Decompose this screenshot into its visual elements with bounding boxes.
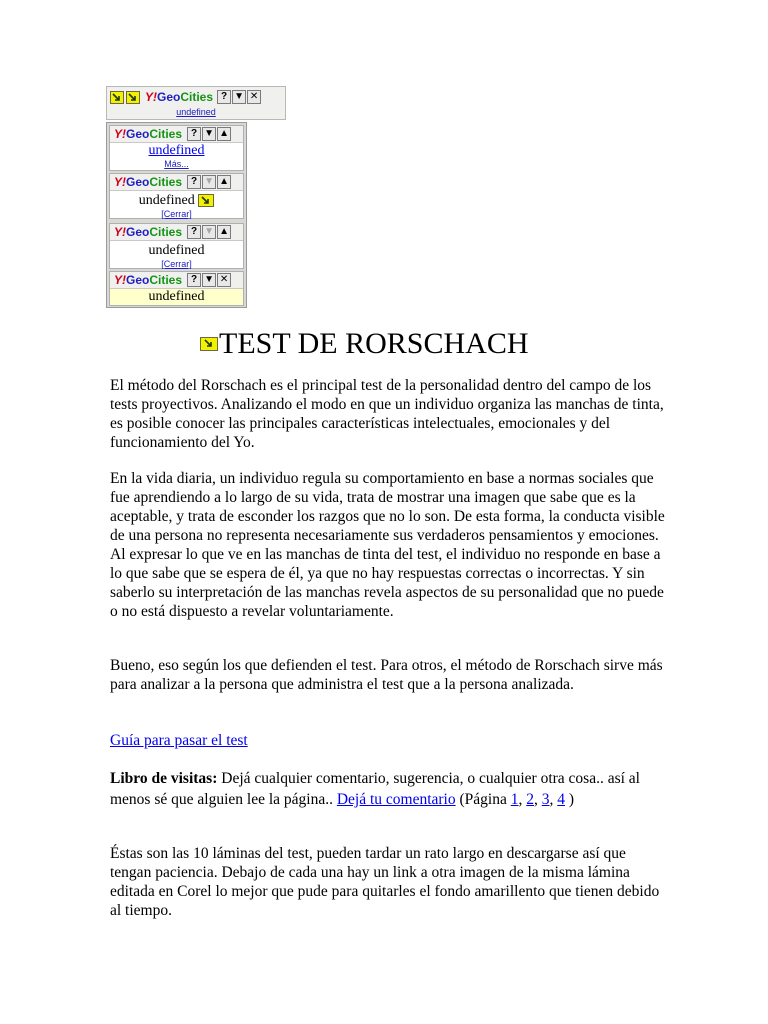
panel-header <box>110 224 243 241</box>
help-icon[interactable]: ? <box>187 127 201 141</box>
panel-text: undefined <box>148 243 205 258</box>
collapse-icon[interactable]: ▲ <box>217 127 231 141</box>
menu-icon[interactable]: ▼ <box>232 90 246 104</box>
page-link-2[interactable]: 2 <box>526 791 534 808</box>
help-icon[interactable]: ? <box>187 225 201 239</box>
page-link-3[interactable]: 3 <box>541 791 550 808</box>
more-link[interactable]: Más... <box>164 159 189 169</box>
geocities-panel <box>109 125 244 171</box>
guestbook-label: Libro de visitas: <box>110 770 218 787</box>
page-link-1[interactable]: 1 <box>510 791 519 808</box>
panel-header <box>110 174 243 191</box>
plates-paragraph: Éstas son las 10 láminas del test, pueden tardar un rato largo en descargarse así que tengan paciencia. Debajo de cada una hay un link a otra imagen de la misma lámina editada en Corel lo mejor que pude para quitarles el fondo amarillento que tienen debido al tiempo. <box>110 845 660 919</box>
panel-header <box>110 272 243 289</box>
page-prefix: (Página <box>459 791 507 808</box>
collapse-icon[interactable]: ▲ <box>217 225 231 239</box>
help-icon[interactable]: ? <box>217 90 231 104</box>
collapse-icon[interactable]: ▲ <box>217 175 231 189</box>
panel-text: undefined <box>110 193 243 209</box>
panel-link[interactable]: undefined <box>148 143 205 158</box>
geocities-logo[interactable]: Y!GeoCities <box>114 225 183 239</box>
geocities-logo[interactable]: Y!GeoCities <box>114 273 183 287</box>
help-icon[interactable]: ? <box>187 175 201 189</box>
guestbook-paragraph: Libro de visitas: Dejá cualquier comentario, sugerencia, o cualquier otra cosa.. así al menos sé que alguien lee la página.. Dejá tu comentario (Página 1, 2, 3, 4 ) <box>110 770 640 808</box>
toolbar-row <box>110 89 261 105</box>
close-icon[interactable]: ✕ <box>247 90 261 104</box>
menu-icon[interactable]: ▼ <box>202 273 216 287</box>
toolbar-link[interactable]: undefined <box>176 107 216 117</box>
close-link[interactable]: [Cerrar] <box>161 209 192 219</box>
guide-paragraph <box>110 731 670 750</box>
arrow-icon[interactable] <box>198 194 214 207</box>
geocities-logo[interactable]: Y!GeoCities <box>114 127 183 141</box>
page-title <box>200 326 580 362</box>
intro-paragraph: El método del Rorschach es el principal test de la personalidad dentro del campo de los tests proyectivos. Analizando el modo en que un individuo organiza las manchas de tinta, es posible conocer las principales características intelectuales, emocionales y del funcionamiento del Yo. <box>110 377 664 451</box>
close-link[interactable]: [Cerrar] <box>161 259 192 269</box>
geocities-logo[interactable]: Y!GeoCities <box>145 90 214 104</box>
menu-icon[interactable]: ▼ <box>202 127 216 141</box>
geocities-panel-stack <box>106 122 247 308</box>
guestbook-text: Dejá cualquier comentario, sugerencia, o cualquier otra cosa.. así al menos sé que alguien lee la página.. <box>110 770 640 808</box>
page-link-4[interactable]: 4 <box>557 791 565 808</box>
page-suffix: ) <box>568 791 575 808</box>
arrow-icon[interactable] <box>110 91 124 104</box>
geocities-panel <box>109 173 244 219</box>
daily-life-paragraph: En la vida diaria, un individuo regula su comportamiento en base a normas sociales que fue aprendiendo a lo largo de su vida, trata de mostrar una imagen que sabe que es la aceptable, y trata de esconder los razgos que no lo son. De esta forma, la conducta visible de una persona no representa necesariamente sus verdaderos pensamientos y emociones. Al expresar lo que ve en las manchas de tinta del test, el individuo no responde en base a lo que sabe que se espera de él, ya que no hay respuestas correctas o incorrectas. Y sin saberlo su interpretación de las manchas revela aspectos de su personalidad que no puede o no está dispuesto a revelar voluntariamente. <box>110 470 665 620</box>
close-icon[interactable]: ✕ <box>217 273 231 287</box>
menu-icon[interactable]: ▼ <box>202 175 216 189</box>
menu-icon[interactable]: ▼ <box>202 225 216 239</box>
geocities-logo[interactable]: Y!GeoCities <box>114 175 183 189</box>
arrow-icon <box>200 337 218 351</box>
geocities-panel <box>109 271 244 306</box>
guide-link[interactable]: Guía para pasar el test <box>110 732 248 749</box>
geocities-toolbar <box>106 86 286 120</box>
critics-paragraph: Bueno, eso según los que defienden el test. Para otros, el método de Rorschach sirve más para analizar a la persona que administra el test que a la persona analizada. <box>110 657 663 693</box>
help-icon[interactable]: ? <box>187 273 201 287</box>
comment-link[interactable]: Dejá tu comentario <box>336 791 456 808</box>
panel-text: undefined <box>148 289 205 304</box>
geocities-panel <box>109 223 244 269</box>
panel-header <box>110 126 243 143</box>
arrow-icon[interactable] <box>126 91 140 104</box>
title-text: TEST DE RORSCHACH <box>219 327 529 360</box>
